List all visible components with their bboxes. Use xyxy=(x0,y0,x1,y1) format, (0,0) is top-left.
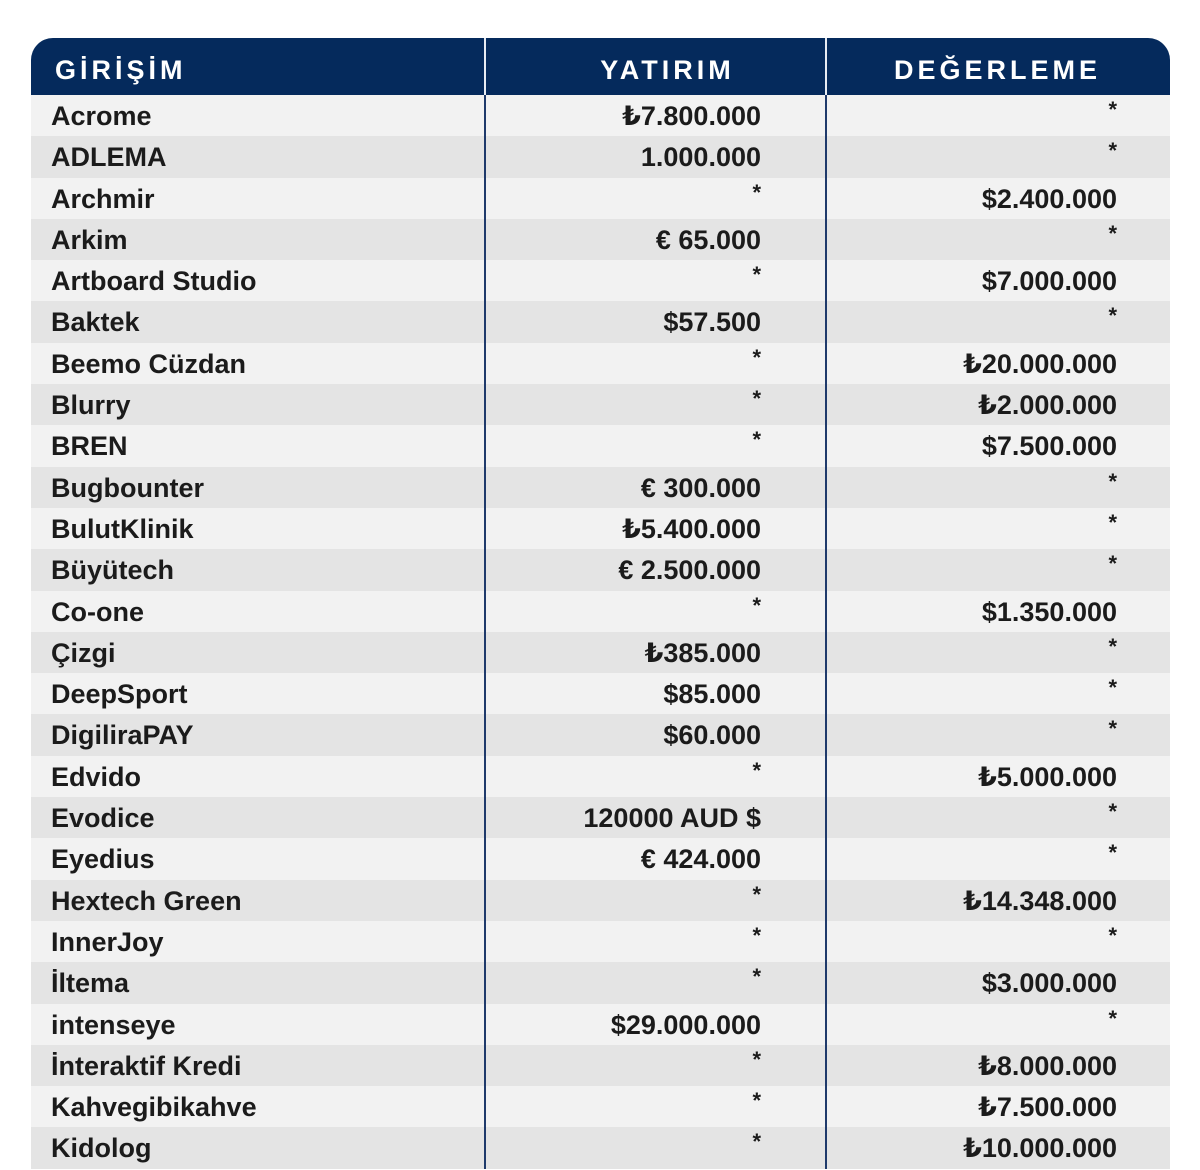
valuation-cell: * xyxy=(1108,675,1117,701)
investment-cell: $57.500 xyxy=(486,301,827,342)
startup-name-cell: Edvido xyxy=(31,756,486,797)
valuation-cell: * xyxy=(1108,97,1117,122)
valuation-cell: * xyxy=(1108,468,1117,494)
investment-cell: * xyxy=(486,591,827,632)
valuation-cell: ₺8.000.000 xyxy=(978,1050,1117,1081)
valuation-cell: * xyxy=(1108,840,1117,866)
startup-name-cell: Co-one xyxy=(31,591,486,632)
investment-cell: 1.000.000 xyxy=(486,136,827,177)
investment-cell: $85.000 xyxy=(486,673,827,714)
startup-name-cell: Artboard Studio xyxy=(31,260,486,301)
investment-cell: * xyxy=(486,1127,827,1168)
table-row xyxy=(31,632,1170,673)
startup-name-cell: DigiliraPAY xyxy=(31,714,486,755)
table-row xyxy=(31,838,1170,879)
table-row xyxy=(31,260,1170,301)
startup-name-cell: Büyütech xyxy=(31,549,486,590)
table-row xyxy=(31,508,1170,549)
startup-name-cell: ADLEMA xyxy=(31,136,486,177)
investment-cell: € 65.000 xyxy=(486,219,827,260)
investment-cell: ₺385.000 xyxy=(486,632,827,673)
table-row xyxy=(31,219,1170,260)
table-body xyxy=(31,95,1170,1169)
startup-name-cell: Acrome xyxy=(31,95,486,136)
table-row xyxy=(31,673,1170,714)
valuation-cell: $1.350.000 xyxy=(981,596,1117,627)
investment-cell: € 300.000 xyxy=(486,467,827,508)
investment-cell: * xyxy=(486,756,827,797)
table-row xyxy=(31,467,1170,508)
table-row xyxy=(31,962,1170,1003)
investment-cell: * xyxy=(486,1045,827,1086)
startup-name-cell: Eyedius xyxy=(31,838,486,879)
table-header xyxy=(31,38,1170,95)
header-valuation: DEĞERLEME xyxy=(893,55,1102,85)
table-row xyxy=(31,301,1170,342)
valuation-cell: * xyxy=(1108,138,1117,164)
investment-cell: ₺5.400.000 xyxy=(486,508,827,549)
valuation-cell: * xyxy=(1108,799,1117,825)
startup-name-cell: Arkim xyxy=(31,219,486,260)
startup-name-cell: Evodice xyxy=(31,797,486,838)
table-row xyxy=(31,880,1170,921)
investment-cell: * xyxy=(486,1086,827,1127)
table-row xyxy=(31,1127,1170,1168)
table-row xyxy=(31,178,1170,219)
investment-cell: * xyxy=(486,921,827,962)
investment-cell: * xyxy=(486,425,827,466)
investment-cell: * xyxy=(486,962,827,1003)
startup-name-cell: İltema xyxy=(31,962,486,1003)
valuation-cell: * xyxy=(1108,716,1117,742)
table-row xyxy=(31,95,1170,136)
table-row xyxy=(31,591,1170,632)
startup-name-cell: Blurry xyxy=(31,384,486,425)
valuation-cell: $3.000.000 xyxy=(981,968,1117,999)
valuation-cell: * xyxy=(1108,220,1117,246)
startup-name-cell: Archmir xyxy=(31,178,486,219)
table-row xyxy=(31,136,1170,177)
table-row xyxy=(31,1004,1170,1045)
valuation-cell: * xyxy=(1108,922,1117,948)
valuation-cell: ₺14.348.000 xyxy=(963,885,1117,916)
investment-table xyxy=(31,38,1170,1169)
table-row xyxy=(31,425,1170,466)
startup-name-cell: Çizgi xyxy=(31,632,486,673)
valuation-cell: ₺2.000.000 xyxy=(978,390,1117,421)
startup-name-cell: Baktek xyxy=(31,301,486,342)
investment-cell: * xyxy=(486,178,827,219)
valuation-cell: ₺7.500.000 xyxy=(978,1092,1117,1123)
investment-cell: * xyxy=(486,880,827,921)
startup-name-cell: BulutKlinik xyxy=(31,508,486,549)
valuation-cell: * xyxy=(1108,633,1117,659)
startup-name-cell: InnerJoy xyxy=(31,921,486,962)
valuation-cell: * xyxy=(1108,509,1117,535)
investment-cell: ₺7.800.000 xyxy=(486,95,827,136)
investment-cell: 120000 AUD $ xyxy=(486,797,827,838)
header-startup: GİRİŞİM xyxy=(31,38,486,95)
investment-cell: * xyxy=(486,384,827,425)
table-row xyxy=(31,343,1170,384)
header-investment: YATIRIM xyxy=(486,38,827,95)
investment-cell: $29.000.000 xyxy=(486,1004,827,1045)
valuation-cell: * xyxy=(1108,303,1117,329)
valuation-cell: * xyxy=(1108,551,1117,577)
investment-cell: € 424.000 xyxy=(486,838,827,879)
valuation-cell: ₺5.000.000 xyxy=(978,761,1117,792)
investment-cell: * xyxy=(486,260,827,301)
valuation-cell: $2.400.000 xyxy=(981,183,1117,214)
valuation-cell: * xyxy=(1108,1005,1117,1031)
valuation-cell: ₺10.000.000 xyxy=(963,1133,1117,1164)
table-row xyxy=(31,921,1170,962)
valuation-cell: $7.000.000 xyxy=(981,266,1117,297)
startup-name-cell: DeepSport xyxy=(31,673,486,714)
table-row xyxy=(31,714,1170,755)
valuation-cell: $7.500.000 xyxy=(981,431,1117,462)
startup-name-cell: Kidolog xyxy=(31,1127,486,1168)
table-row xyxy=(31,1086,1170,1127)
table-row xyxy=(31,797,1170,838)
investment-cell: $60.000 xyxy=(486,714,827,755)
table-row xyxy=(31,549,1170,590)
table-row xyxy=(31,1045,1170,1086)
table-row xyxy=(31,384,1170,425)
startup-name-cell: Hextech Green xyxy=(31,880,486,921)
startup-name-cell: İnteraktif Kredi xyxy=(31,1045,486,1086)
valuation-cell: ₺20.000.000 xyxy=(963,348,1117,379)
startup-name-cell: Bugbounter xyxy=(31,467,486,508)
startup-name-cell: intenseye xyxy=(31,1004,486,1045)
table-row xyxy=(31,756,1170,797)
startup-name-cell: Beemo Cüzdan xyxy=(31,343,486,384)
startup-name-cell: BREN xyxy=(31,425,486,466)
startup-name-cell: Kahvegibikahve xyxy=(31,1086,486,1127)
investment-cell: € 2.500.000 xyxy=(486,549,827,590)
investment-cell: * xyxy=(486,343,827,384)
